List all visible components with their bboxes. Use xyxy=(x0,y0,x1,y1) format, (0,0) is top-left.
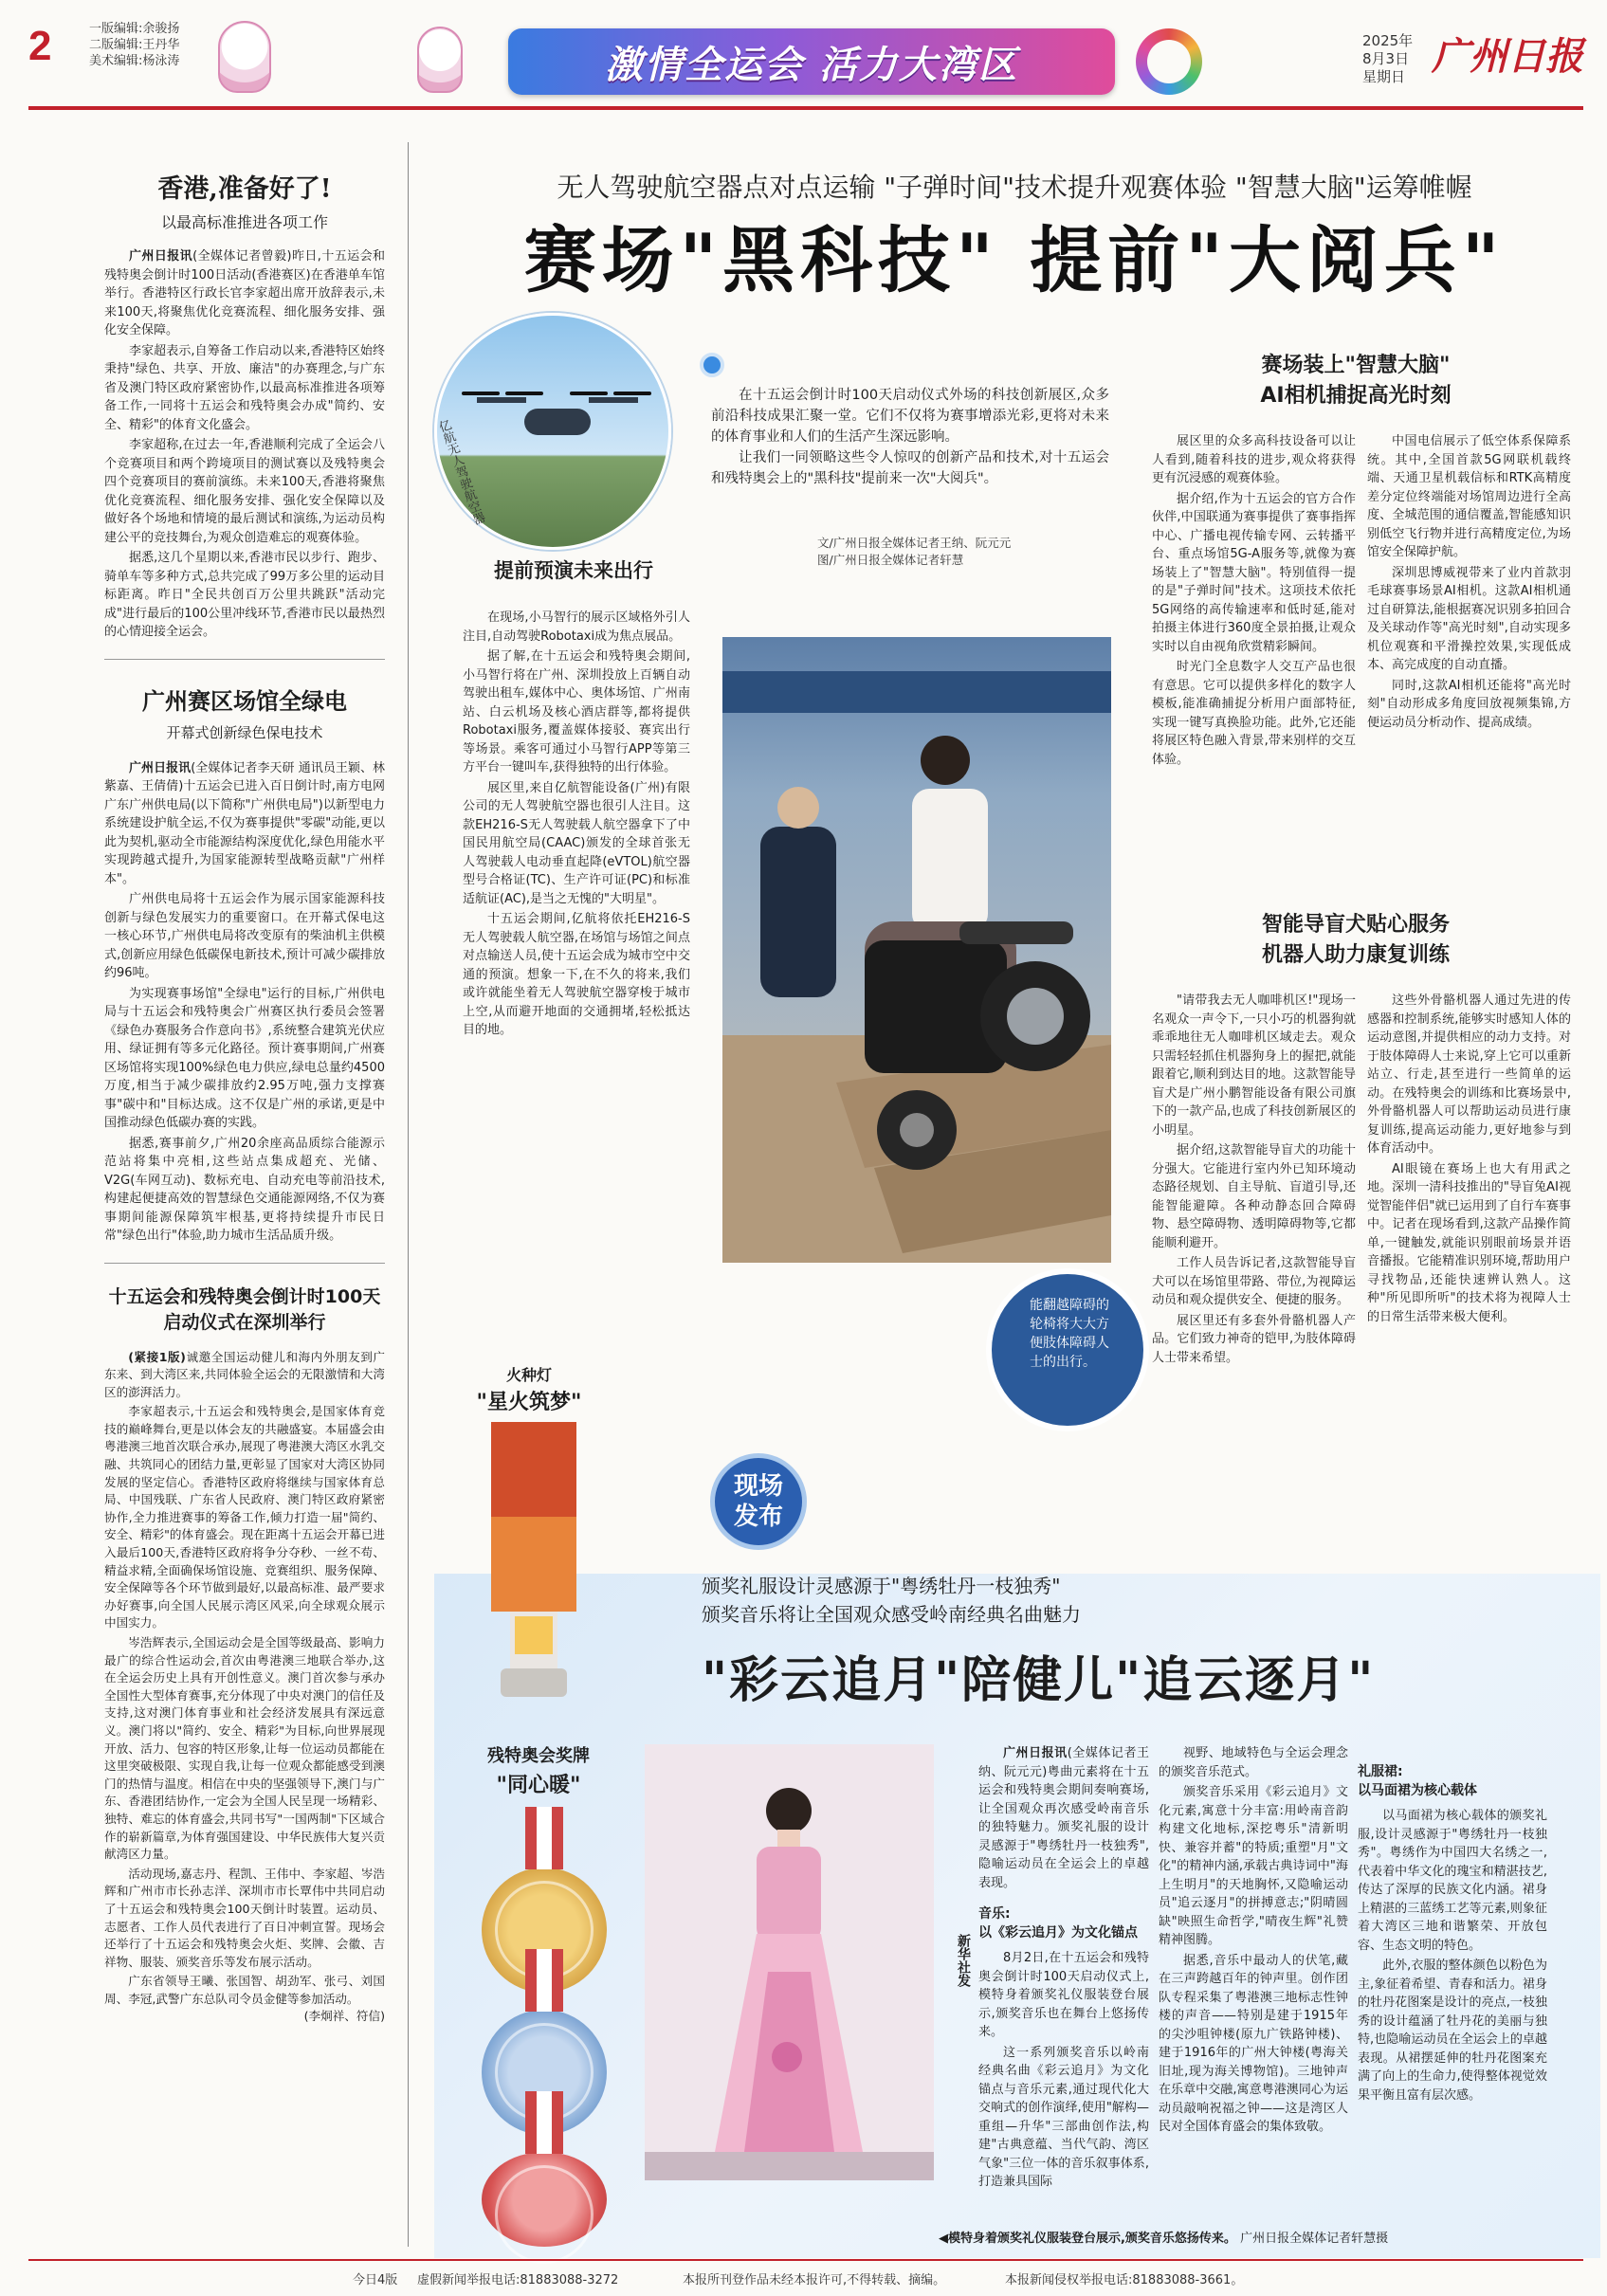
mascot-icon xyxy=(417,27,463,93)
article-title: 十五运会和残特奥会倒计时100天启动仪式在深圳举行 xyxy=(108,1285,381,1333)
footer-rule xyxy=(28,2259,1583,2261)
award-dress-photo xyxy=(645,1744,934,2180)
article-divider xyxy=(104,1263,385,1264)
section-paragraph: "请带我去无人咖啡机区!"现场一名观众一声令下,一只小巧的机器狗就乖乖地往无人咖啡机区域走去。观众只需轻轻抓住机器狗身上的握把,就能跟着它,顺利到达目的地。这款智能导盲犬是广州小鹏智能设备有限公司旗下的一款产品,也成了科技创新展区的小明星。 xyxy=(1152,993,1356,1138)
release-col2 xyxy=(1159,1744,1348,2139)
kicker-line: 颁奖音乐将让全国观众感受岭南经典名曲魅力 xyxy=(702,1603,1081,1626)
article-paragraph xyxy=(104,1349,385,1402)
date-year: 2025年 xyxy=(1362,32,1414,49)
section-paragraph: 据了解,在十五运会和残特奥会期间,小马智行将在广州、深圳投放上百辆自动驾驶出租车,媒体中心、奥体场馆、广州南站、白云机场及核心酒店群等,都将提供Robotaxi服务,覆盖媒体接驳、赛宾出行等场景。乘客可通过小马智行APP等第三方平台一键叫车,获得独特的出行体验。 xyxy=(463,649,690,774)
credit-photo: 图/广州日报全媒体记者轩慧 xyxy=(817,553,964,567)
article-paragraph: 据悉,赛事前夕,广州20余座高品质综合能源示范站将集中亮相,这些站点集成超充、光储、V2G(车网互动)、数标充电、自动充电等前沿技术,构建起便捷高效的智慧绿色交通能源网络,不仅为赛事期间能源保障筑牢根基,更将持续提升市民日常"绿色出行"体验,助力城市生活品质升级。 xyxy=(104,1136,385,1243)
section-travel xyxy=(463,609,690,1042)
left-column xyxy=(104,142,385,2026)
article-paragraph: 李家超表示,自筹备工作启动以来,香港特区始终秉持"绿色、共享、开放、廉洁"的办赛理念,与广东省及澳门特区政府紧密协作,以最高标准推进各项筹备工作,一同将十五运会和残特奥会办成"简约、安全、精彩"的体育文化盛会。 xyxy=(104,343,385,432)
drone-arm xyxy=(589,397,638,403)
page-number: 2 xyxy=(28,23,52,69)
editor-line: 二版编辑:王丹华 xyxy=(89,38,180,52)
torch-name: "星火筑梦" xyxy=(476,1390,582,1414)
mascot-icon xyxy=(218,21,271,93)
article-paragraph: 活动现场,嘉志丹、程凯、王伟中、李家超、岑浩辉和广州市市长孙志洋、深圳市市长覃伟中共同启动了十五运会和残特奥会100天倒计时装置。运动员、志愿者、工作人员代表进行了百日冲刺宣誓。现场会还举行了十五运会和残特奥会火炬、奖牌、会徽、吉祥物、服装、颁奖音乐等发布展示活动。 xyxy=(104,1866,385,1969)
release-col3 xyxy=(1358,1744,1547,2106)
article-paragraph xyxy=(104,247,385,340)
release-subhead: 以马面裙为核心载体 xyxy=(1358,1783,1477,1798)
intro-paragraph: 让我们一同领略这些令人惊叹的创新产品和技术,对十五运会和残特奥会上的"黑科技"提前来一次"大阅兵"。 xyxy=(711,450,1109,486)
location-pin-icon xyxy=(700,353,724,377)
article-byline: 广州日报讯 xyxy=(129,760,192,775)
article-green-power xyxy=(104,686,385,1246)
caption-text: ◀模特身着颁奖礼仪服装登台展示,颁奖音乐悠扬传来。 xyxy=(939,2232,1236,2246)
drone-rotor xyxy=(613,392,651,395)
section-title xyxy=(1152,910,1560,971)
release-paragraph: 此外,衣服的整体颜色以粉色为主,象征着希望、青春和活力。裙身的牡丹花图案是设计的亮点,一枝独秀的设计蕴涵了牡丹花的美丽与独特,也隐喻运动员在全运会上的卓越表现。从裙摆延伸的牡丹花图案充满了向上的生命力,使得整体视觉效果平衡且富有层次感。 xyxy=(1358,1959,1547,2103)
section-banner xyxy=(508,28,1115,95)
section-paragraph: 展区里,来自亿航智能设备(广州)有限公司的无人驾驶航空器也很引人注目。这款EH216-S无人驾驶载人航空器拿下了中国民用航空局(CAAC)颁发的全球首张无人驾驶载人电动垂直起降(eVTOL)航空器型号合格证(TC)、生产许可证(PC)和标准适航证(AC),是当之无愧的"大明星"。 xyxy=(463,780,690,906)
release-paragraph xyxy=(978,1744,1149,1892)
xinhua-credit: 新华社发 xyxy=(956,1934,971,1987)
credit-text: 文/广州日报全媒体记者王纳、阮元元 xyxy=(817,536,1012,550)
article-hongkong xyxy=(104,173,385,642)
article-text: 广东省领导王曦、张国智、胡劲军、张弓、刘国周、李冠,武警广东总队司令员金健等参加活动。 xyxy=(104,1974,385,2006)
drone-caption: 亿航无人驾驶航空器 xyxy=(434,417,486,528)
drone-arm xyxy=(477,397,526,403)
section-paragraph: 据介绍,作为十五运会的官方合作伙伴,中国联通为赛事提供了赛事指挥中心、广播电视传输专网、云转播平台、重点场馆5G-A服务等,就像为赛场装上了"智慧大脑"。特别值得一提的是"子弹时间"技术。这项技术依托5G网络的高传输速率和低时延,能对拍摄主体进行360度全景拍摄,让观众实时以自由视角欣赏精彩瞬间。 xyxy=(1152,491,1356,654)
article-byline: 广州日报讯 xyxy=(1003,1746,1068,1760)
torch-lamp-graphic xyxy=(482,1422,576,1706)
column-divider xyxy=(408,142,409,2247)
issue-date xyxy=(1362,32,1413,86)
medal-label: 残特奥会奖牌 xyxy=(487,1746,590,1766)
article-paragraph: 广州供电局将十五运会作为展示国家能源科技创新与绿色发展实力的重要窗口。在开幕式保电这一核心环节,广州供电局将改变原有的柴油机主供模式,创新应用绿色低碳保电新技术,预计可减少碳排放约96吨。 xyxy=(104,892,385,980)
section-title-line: 机器人助力康复训练 xyxy=(1261,943,1450,967)
wheelchair-scene xyxy=(722,637,1111,1263)
section-paragraph: 这些外骨骼机器人通过先进的传感器和控制系统,能够实时感知人体的运动意图,并提供相应的动力支持。对于肢体障碍人士来说,穿上它可以重新站立、行走,甚至进行一些简单的运动。在残特奥会的训练和比赛场景中,外骨骼机器人可以帮助运动员进行康复训练,提高运动能力,更好地参与到体育活动中。 xyxy=(1367,993,1571,1156)
footer-item: 虚假新闻举报电话:81883088-3272 xyxy=(417,2273,619,2287)
badge-text: 现场发布 xyxy=(733,1472,783,1531)
intro-paragraph: 在十五运会倒计时100天启动仪式外场的科技创新展区,众多前沿科技成果汇聚一堂。它们不仅将为赛事增添光彩,更将对未来的体育事业和人们的生活产生深远影响。 xyxy=(711,388,1109,445)
main-credit xyxy=(817,535,1011,569)
article-paragraph: 李家超称,在过去一年,香港顺利完成了全运会八个竞赛项目和两个跨境项目的测试赛以及残特奥会四个竞赛项目的赛前演练。未来100天,香港将聚焦优化竞赛流程、细化服务安排、强化安全保障以及做好各个场地和情境的最后测试和演练,为运动员构建公平的竞技舞台,为观众创造难忘的观赛体验。 xyxy=(104,438,385,545)
section-guide-dog-col1 xyxy=(1152,992,1356,1369)
section-paragraph: 中国电信展示了低空体系保障系统。其中,全国首款5G网联机载终端、天通卫星机载信标和RTK高精度差分定位终端能对场馆周边进行全高度、全城范围的通信覆盖,智能感知识别低空飞行物并进行高精度定位,为场馆安全保障护航。 xyxy=(1367,434,1571,559)
section-title-line: 赛场装上"智慧大脑" xyxy=(1261,354,1451,377)
release-paragraph: 这一系列颁奖音乐以岭南经典名曲《彩云追月》为文化锚点与音乐元素,通过现代化大交响式的创作演绎,使用"解构—重组—升华"三部曲创作法,构建"古典意蕴、当代气韵、湾区气象"三位一体的音乐叙事体系,打造兼具国际 xyxy=(978,2045,1149,2189)
footer-item: 今日4版 xyxy=(353,2273,398,2287)
section-paragraph: 展区里的众多高科技设备可以让人看到,随着科技的进步,观众将获得更有沉浸感的观赛体验。 xyxy=(1152,434,1356,485)
wheelchair-photo xyxy=(722,637,1111,1263)
release-photo-caption xyxy=(939,2228,1545,2246)
footer-item: 本报新闻侵权举报电话:81883088-3661。 xyxy=(1005,2273,1244,2287)
section-smart-brain-col2 xyxy=(1367,432,1571,734)
article-title: 广州赛区场馆全绿电 xyxy=(142,686,347,715)
article-paragraph: 李家超表示,十五运会和残特奥会,是国家体育竞技的巅峰舞台,更是以体会友的共融盛宴。本届盛会由粤港澳三地首次联合承办,展现了粤港澳大湾区水乳交融、共筑同心的团结力量,更彰显了国家对大湾区协同发展的坚定信心。香港特区政府将继续与国家体育总局、中国残联、广东省人民政府、澳门特区政府紧密协作,全力推进赛事的筹备工作,倾力打造一届"简约、安全、精彩"的体育盛会。现在距离十五运会开幕已进入最后100天,香港特区政府将争分夺秒、一丝不苟、精益求精,全面确保场馆设施、竞赛组织、服务保障、安全保障等各个环节做到最好,以最高标准、最严要求办好赛事,向全国人民展示湾区风采,向全球观众展示中国实力。 xyxy=(104,1404,385,1631)
photo-caption: 能翻越障碍的轮椅将大大方便肢体障碍人士的出行。 xyxy=(1030,1298,1109,1370)
date-weekday: 星期日 xyxy=(1362,68,1406,85)
section-title-line: AI相机捕捉高光时刻 xyxy=(1260,384,1452,408)
main-intro xyxy=(711,385,1109,489)
article-text: (全媒体记者李天研 通讯员王颖、林紫嘉、王倩倩)十五运会已进入百日倒计时,南方电网广东广州供电局(以下简称"广州供电局")以新型电力系统建设护航全运,不仅为赛事提供"零碳"动能,更以此为契机,驱动全市能源结构深度优化,绿色用能水平实现跨越式提升,为国家能源转型战略贡献"广州样本"。 xyxy=(104,760,385,886)
editor-line: 一版编辑:余骏扬 xyxy=(89,22,180,36)
article-countdown xyxy=(104,1285,385,2024)
section-paragraph: 展区里还有多套外骨骼机器人产品。它们致力神奇的铠甲,为肢体障碍人士带来希望。 xyxy=(1152,1313,1356,1365)
footer-item: 本报所刊登作品未经本报许可,不得转载、摘编。 xyxy=(683,2273,946,2287)
dress-graphic xyxy=(645,1744,934,2180)
article-subtitle: 以最高标准推进各项工作 xyxy=(160,213,328,231)
section-title xyxy=(1152,351,1560,411)
section-title: 提前预演未来出行 xyxy=(494,559,653,582)
games-logo-icon xyxy=(1136,28,1202,95)
page-footer xyxy=(0,2268,1607,2296)
drone-rotor xyxy=(462,392,500,395)
section-title-line: 智能导盲犬贴心服务 xyxy=(1261,913,1450,937)
release-kicker xyxy=(702,1572,1308,1629)
header-rule xyxy=(28,106,1583,110)
release-col1 xyxy=(978,1744,1149,2194)
torch-label: 火种灯 xyxy=(505,1366,552,1384)
section-paragraph: 深圳思博威视带来了业内首款羽毛球赛事场景AI相机。这款AI相机通过自研算法,能根据赛况识别多拍回合及关球动作等"高光时刻",自动实现多机位观赛和平滑操控效果,实现低成本、高完成度的自动直播。 xyxy=(1367,565,1571,672)
banner-text: 激情全运会 活力大湾区 xyxy=(605,43,1018,87)
live-release-badge xyxy=(715,1458,802,1545)
section-paragraph: AI眼镜在赛场上也大有用武之地。深圳一清科技推出的"导盲兔AI视觉智能伴侣"就已运用到了自行车赛事中。记者在现场看到,这款产品操作简单,一键触发,就能识别眼前场景并语音播报。它能精准识别环境,帮助用户寻找物品,还能快速辨认熟人。这种"所见即所听"的技术将为视障人士的日常生活带来极大便利。 xyxy=(1367,1161,1571,1324)
medal-name: "同心暖" xyxy=(496,1773,581,1797)
release-subhead: 以《彩云追月》为文化锚点 xyxy=(978,1925,1138,1941)
drone-rotor xyxy=(505,392,543,395)
page-header xyxy=(0,0,1607,112)
article-text: (全媒体记者曾毅)昨日,十五运会和残特奥会倒计时100日活动(香港赛区)在香港单车馆举行。香港特区行政长官李家超出席开放辞表示,未来100天,将聚焦优化竞赛流程、细化服务安排、强化安全保障。 xyxy=(104,249,385,337)
article-title: 香港,准备好了! xyxy=(157,174,332,204)
release-paragraph: 颁奖音乐采用《彩云追月》文化元素,寓意十分丰富:用岭南音韵构建文化地标,深挖粤乐"清新明快、兼容并蓄"的特质;重塑"月"文化"的精神内涵,承载古典诗词中"海上生明月"的天地胸怀,又隐喻运动员"追云逐月"的拼搏意志;"阴晴圆缺"映照生命哲学,"晴夜生辉"礼赞精神图腾。 xyxy=(1159,1785,1348,1947)
release-subhead: 音乐: xyxy=(978,1906,1011,1922)
article-paragraph: 岑浩辉表示,全国运动会是全国等级最高、影响力最广的综合性运动会,首次由粤港澳三地联合举办,这在全运会历史上具有开创性意义。澳门首次参与承办全国性大型体育赛事,充分体现了中央对澳门的信任及支持,这对澳门体育事业和社会经济发展具有深远意义。澳门将以"简约、安全、精彩"为目标,向世界展现开放、活力、包容的特区形象,让每一位运动员都能在这里突破极限、实现自我,让每一位观众都能感受到澳门的热情与温度。相信在中央的坚强领导下,澳门与广东、香港团结协作,一定会为全国人民呈现一场精彩、独特、难忘的体育盛会,共同书写"一国两制"下区域合作的崭新篇章,为体育强国建设、中华民族伟大复兴贡献湾区力量。 xyxy=(104,1635,385,1862)
main-headline: 赛场"黑科技" 提前"大阅兵" xyxy=(523,218,1506,302)
editor-line: 美术编辑:杨泳涛 xyxy=(89,54,180,68)
article-byline: 广州日报讯 xyxy=(129,249,193,264)
section-paragraph: 据介绍,这款智能导盲犬的功能十分强大。它能进行室内外已知环境动态路径规划、自主导航、盲道引导,还能智能避障。各种动静态回合障碍物、悬空障碍物、透明障碍物等,它都能顺利避开。 xyxy=(1152,1143,1356,1250)
section-guide-dog-col2 xyxy=(1367,992,1571,1328)
article-signoff: (李炯祥、符信) xyxy=(303,2009,385,2024)
release-headline: "彩云追月"陪健儿"追云逐月" xyxy=(702,1651,1376,1709)
release-paragraph: 据悉,音乐中最动人的伏笔,藏在三声跨越百年的钟声里。创作团队专程采集了粤港澳三地标志性钟楼的声音——特别是建于1915年的尖沙咀钟楼(原九广铁路钟楼)、建于1916年的广州大钟楼(粤海关旧址,现为海关博物馆)。三地钟声在乐章中交融,寓意粤港澳同心为运动员敲响祝福之钟——这是湾区人民对全国体育盛会的集体致敬。 xyxy=(1159,1953,1348,2134)
article-paragraph: 为实现赛事场馆"全绿电"运行的目标,广州供电局与十五运会和残特奥会广州赛区执行委员会签署《绿色办赛服务合作意向书》,系统整合建筑光伏应用、绿证拥有等多元化路径。预计赛事期间,广州赛区场馆将实现100%绿色电力供应,绿电总量约4500万度,相当于减少碳排放约2.95万吨,强力支撑赛事"碳中和"目标达成。这不仅是广州的承诺,更是中国推动绿色低碳办赛的实践。 xyxy=(104,986,385,1130)
caption-credit: 广州日报全媒体记者轩慧摄 xyxy=(1240,2232,1389,2246)
article-paragraph xyxy=(104,1973,385,2024)
section-paragraph: 工作人员告诉记者,这款智能导盲犬可以在场馆里带路、带位,为视障运动员和观众提供安全、便捷的服务。 xyxy=(1152,1256,1356,1307)
section-paragraph: 同时,这款AI相机还能将"高光时刻"自动形成多角度回放视频集锦,方便运动员分析动作、提高成绩。 xyxy=(1367,678,1571,730)
release-subhead: 礼服裙: xyxy=(1358,1764,1403,1779)
bronze-medal-icon xyxy=(482,2152,607,2247)
article-subtitle: 开幕式创新绿色保电技术 xyxy=(166,723,323,741)
article-paragraph: 据悉,这几个星期以来,香港市民以步行、跑步、骑单车等多种方式,总共完成了99万多公里的运动目标距离。昨日"全民共创百万公里共跳跃"活动完成"进行最后的100公里冲线环节,香港市民以最热烈的心情迎接全运会。 xyxy=(104,551,385,639)
masthead-logo: 广州日报 xyxy=(1432,34,1583,79)
release-paragraph: 8月2日,在十五运会和残特奥会倒计时100天启动仪式上,模特身着颁奖礼仪服装登台展示,颁奖音乐也在舞台上悠扬传来。 xyxy=(978,1951,1149,2039)
section-smart-brain-col1 xyxy=(1152,432,1356,771)
release-paragraph: 视野、地域特色与全运会理念的颁奖音乐范式。 xyxy=(1159,1746,1348,1779)
article-divider xyxy=(104,659,385,660)
section-paragraph: 时光门全息数字人交互产品也很有意思。它可以提供多样化的数字人模板,能准确捕捉分析用户面部特征,实现一键写真换脸功能。此外,它还能将展区特色融入背景,带来别样的交互体验。 xyxy=(1152,660,1356,767)
section-paragraph: 十五运会期间,亿航将依托EH216-S无人驾驶载人航空器,在场馆与场馆之间点对点输送人员,使十五运会成为城市空中交通的预演。想象一下,在不久的将来,我们或许就能坐着无人驾驶航空器穿梭于城市上空,从而避开地面的交通拥堵,轻松抵达目的地。 xyxy=(463,912,690,1037)
release-paragraph: 以马面裙为核心载体的颁奖礼服,设计灵感源于"粤绣牡丹一枝独秀"。粤绣作为中国四大名绣之一,代表着中华文化的瑰宝和精湛技艺,传达了深厚的民族文化内涵。裙身上精湛的三蓝绣工艺等元素,则象征着大湾区三地和谐繁荣、开放包容、生态文明的特色。 xyxy=(1358,1809,1547,1953)
article-paragraph xyxy=(104,759,385,889)
drone-body xyxy=(524,409,591,435)
article-byline: (紧接1版) xyxy=(128,1349,186,1364)
kicker-line: 颁奖礼服设计灵感源于"粤绣牡丹一枝独秀" xyxy=(702,1575,1061,1597)
article-text: (全媒体记者王纳、阮元元)粤曲元素将在十五运会和残特奥会期间奏响赛场,让全国观众再次感受岭南音乐的独特魅力。颁奖礼服的设计灵感源于"粤绣牡丹一枝独秀",隐喻运动员在全运会上的卓越表现。 xyxy=(978,1746,1149,1890)
main-kicker: 无人驾驶航空器点对点运输 "子弹时间"技术提升观赛体验 "智慧大脑"运筹帷幄 xyxy=(557,172,1472,203)
drone-rotor xyxy=(570,392,608,395)
article-text: 诚邀全国运动健儿和海内外朋友到广东来、到大湾区来,共同体验全运会的无限激情和大湾区的澎湃活力。 xyxy=(104,1349,385,1399)
editor-credits xyxy=(89,21,179,69)
section-paragraph: 在现场,小马智行的展示区域格外引人注目,自动驾驶Robotaxi成为焦点展品。 xyxy=(463,610,690,644)
date-day: 8月3日 xyxy=(1362,50,1410,67)
